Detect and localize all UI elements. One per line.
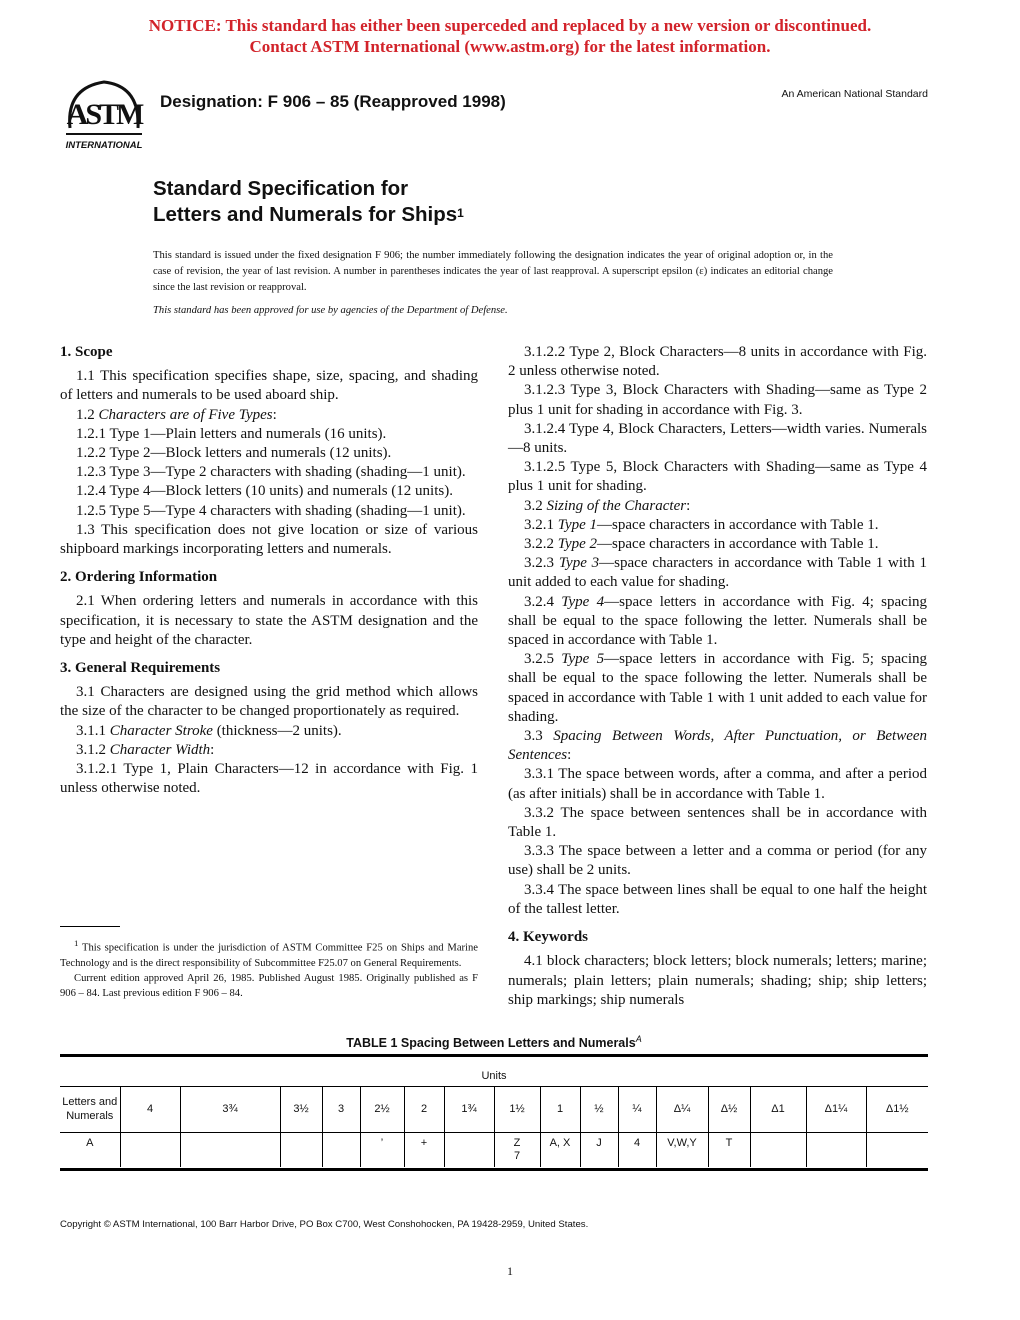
section-heading-scope: 1. Scope <box>60 344 113 360</box>
paragraph: 3.1.2.1 Type 1, Plain Characters—12 in accordance with Fig. 1 unless otherwise noted. <box>60 761 478 797</box>
table-cell: T <box>708 1133 750 1168</box>
paragraph: 3.1.2.3 Type 3, Block Characters with Shading—same as Type 2 plus 1 unit for shading in accordance with Fig. 3. <box>508 382 927 418</box>
section-heading-keywords: 4. Keywords <box>508 929 588 946</box>
copyright: Copyright © ASTM International, 100 Barr Harbor Drive, PO Box C700, West Conshohocken, PA 19428-2959, United States. <box>60 1219 589 1230</box>
paragraph: 3.3.3 The space between a letter and a comma or period (for any use) shall be 2 units. <box>508 843 927 879</box>
paragraph: 3.2.2 Type 2—space characters in accordance with Table 1. <box>524 536 879 553</box>
paragraph: 3.3.4 The space between lines shall be equal to one half the height of the tallest letter. <box>508 881 927 917</box>
national-standard-label: An American National Standard <box>781 88 928 100</box>
astm-logo-mark <box>62 78 146 154</box>
paragraph: 3.1.2 Character Width: <box>76 741 215 758</box>
table-row <box>60 1133 928 1168</box>
paragraph: 1.1 This specification specifies shape, size, spacing, and shading of letters and numerals to be used aboard ship. <box>60 368 478 404</box>
footnote-text-1: This specification is under the jurisdiction of ASTM Committee F25 on Ships and Marine Technology and is the direct responsibility of Subcommittee F25.07 on General Requirements. <box>60 942 478 969</box>
column-header: 3 <box>322 1086 360 1133</box>
table-cell: ’ <box>360 1133 404 1168</box>
notice-line-2: Contact ASTM International (www.astm.org) for the latest information. <box>249 37 771 56</box>
title-line-1: Standard Specification for <box>153 177 409 200</box>
paragraph: 3.2.1 Type 1—space characters in accordance with Table 1. <box>524 516 879 533</box>
paragraph: 3.2.3 Type 3—space characters in accordance with Table 1 with 1 unit added to each value for shading. <box>508 555 927 591</box>
table-cell <box>180 1133 280 1168</box>
column-header: 3½ <box>280 1086 322 1133</box>
column-header: 1¾ <box>444 1086 494 1133</box>
row-header-cell: Letters and Numerals <box>60 1086 120 1133</box>
footnote-mark: 1 <box>74 938 79 948</box>
table-cell <box>444 1133 494 1168</box>
column-header: Δ1½ <box>866 1086 928 1133</box>
table-cell <box>866 1133 928 1168</box>
paragraph: 1.2 Characters are of Five Types: <box>76 406 277 423</box>
paragraph: 3.1.2.2 Type 2, Block Characters—8 units in accordance with Fig. 2 unless otherwise noted. <box>508 344 927 380</box>
logo-letters: ASTM <box>66 98 142 131</box>
table-caption-note: A <box>635 1034 642 1044</box>
preamble: This standard is issued under the fixed designation F 906; the number immediately following the designation indicates the year of original adoption or, in the case of revision, the year of last revision. A number in parentheses indicates the year of last reapproval. A superscript epsilon (ε) indicates an editorial change since the last revision or reapproval. <box>153 250 833 293</box>
column-header: 1½ <box>494 1086 540 1133</box>
column-header: Δ½ <box>708 1086 750 1133</box>
table-bottom-rule <box>60 1168 928 1171</box>
table-caption: TABLE 1 Spacing Between Letters and Numerals$^A$ <box>346 1034 642 1051</box>
section-heading-ordering: 2. Ordering Information <box>60 569 218 586</box>
astm-logo <box>62 78 146 154</box>
footnote <box>60 936 478 1001</box>
paragraph: 3.1.2.5 Type 5, Block Characters with Shading—same as Type 4 plus 1 unit for shading. <box>508 459 927 495</box>
dod-note: This standard has been approved for use by agencies of the Department of Defense. <box>153 305 508 316</box>
left-column <box>60 343 478 798</box>
paragraph: 3.2.5 Type 5—space letters in accordance with Fig. 5; spacing shall be equal to the space following the letter. Numerals shall be spaced in accordance with Table 1 with 1 unit added to each value for shading. <box>508 651 928 725</box>
page-number: 1 <box>507 1264 513 1278</box>
paragraph: 3.1 Characters are designed using the grid method which allows the size of the character to be changed proportionately as required. <box>60 684 478 720</box>
table-cell: + <box>404 1133 444 1168</box>
notice-line-1: NOTICE: This standard has either been superceded and replaced by a new version or discontinued. <box>148 16 872 35</box>
paragraph: 1.3 This specification does not give location or size of various shipboard markings incorporating letters and numerals. <box>60 521 478 558</box>
column-header: Δ¼ <box>656 1086 708 1133</box>
table-cell <box>120 1133 180 1168</box>
paragraph: 1.2.4 Type 4—Block letters (10 units) and numerals (12 units). <box>76 483 453 500</box>
column-header: 4 <box>120 1086 180 1133</box>
table-cell: A, X <box>540 1133 580 1168</box>
spacing-table <box>60 1086 928 1167</box>
column-header: ½ <box>580 1086 618 1133</box>
table-cell: Z 7 <box>494 1133 540 1168</box>
column-header: 2½ <box>360 1086 404 1133</box>
units-label: Units <box>481 1070 507 1082</box>
footnote-text-2: Current edition approved April 26, 1985. Published August 1985. Originally published as F 906 – 84. Last previous edition F 906 – 84. <box>60 972 478 1000</box>
column-header: Δ1¼ <box>806 1086 866 1133</box>
paragraph: 3.3 Spacing Between Words, After Punctuation, or Between Sentences: <box>508 728 928 764</box>
title-footnote-mark: 1 <box>457 206 464 220</box>
paragraph: 1.2.2 Type 2—Block letters and numerals (12 units). <box>76 445 392 462</box>
table-cell <box>280 1133 322 1168</box>
paragraph: 3.2.4 Type 4—space letters in accordance with Fig. 4; spacing shall be equal to the space following the letter. Numerals shall be spaced in accordance with Table 1. <box>508 593 928 649</box>
designation: Designation: F 906 – 85 (Reapproved 1998) <box>160 92 506 111</box>
paragraph: 1.2.1 Type 1—Plain letters and numerals (16 units). <box>76 425 387 442</box>
footnote-divider <box>60 926 120 927</box>
paragraph: 3.2 Sizing of the Character: <box>524 497 691 514</box>
title-line-2: Letters and Numerals for Ships <box>153 203 458 226</box>
document-title <box>153 176 464 228</box>
paragraph: 2.1 When ordering letters and numerals in accordance with this specification, it is necessary to state the ASTM designation and the type and height of the character. <box>60 593 478 648</box>
table-header-row <box>60 1086 928 1133</box>
table-cell <box>750 1133 806 1168</box>
paragraph: 4.1 block characters; block letters; block numerals; letters; marine; numerals; plain letters; plain numerals; shading; ship; ship letters; ship markings; ship numerals <box>508 953 927 1008</box>
paragraph: 3.1.2.4 Type 4, Block Characters, Letters—width varies. Numerals—8 units. <box>508 420 927 457</box>
section-heading-general-requirements: 3. General Requirements <box>60 660 221 677</box>
table-cell: V,W,Y <box>656 1133 708 1168</box>
table-cell <box>806 1133 866 1168</box>
column-header: 3¾ <box>180 1086 280 1133</box>
column-header: ¼ <box>618 1086 656 1133</box>
table-top-rule <box>60 1054 928 1057</box>
column-header: 1 <box>540 1086 580 1133</box>
column-header: Δ1 <box>750 1086 806 1133</box>
table-cell: 4 <box>618 1133 656 1168</box>
paragraph: 3.1.1 Character Stroke (thickness—2 units). <box>76 722 342 739</box>
table-cell: A <box>86 1137 94 1149</box>
right-column <box>508 343 927 1010</box>
paragraph: 3.3.2 The space between sentences shall be in accordance with Table 1. <box>508 804 927 841</box>
paragraph: 3.3.1 The space between words, after a comma, and after a period (as after initials) shall be in accordance with Table 1. <box>508 766 927 802</box>
table-cell <box>322 1133 360 1168</box>
logo-caption: INTERNATIONAL <box>65 140 143 151</box>
paragraph: 1.2.5 Type 5—Type 4 characters with shading (shading—1 unit). <box>76 502 466 519</box>
table-cell: J <box>580 1133 618 1168</box>
paragraph: 1.2.3 Type 3—Type 2 characters with shading (shading—1 unit). <box>76 464 466 481</box>
column-header: 2 <box>404 1086 444 1133</box>
